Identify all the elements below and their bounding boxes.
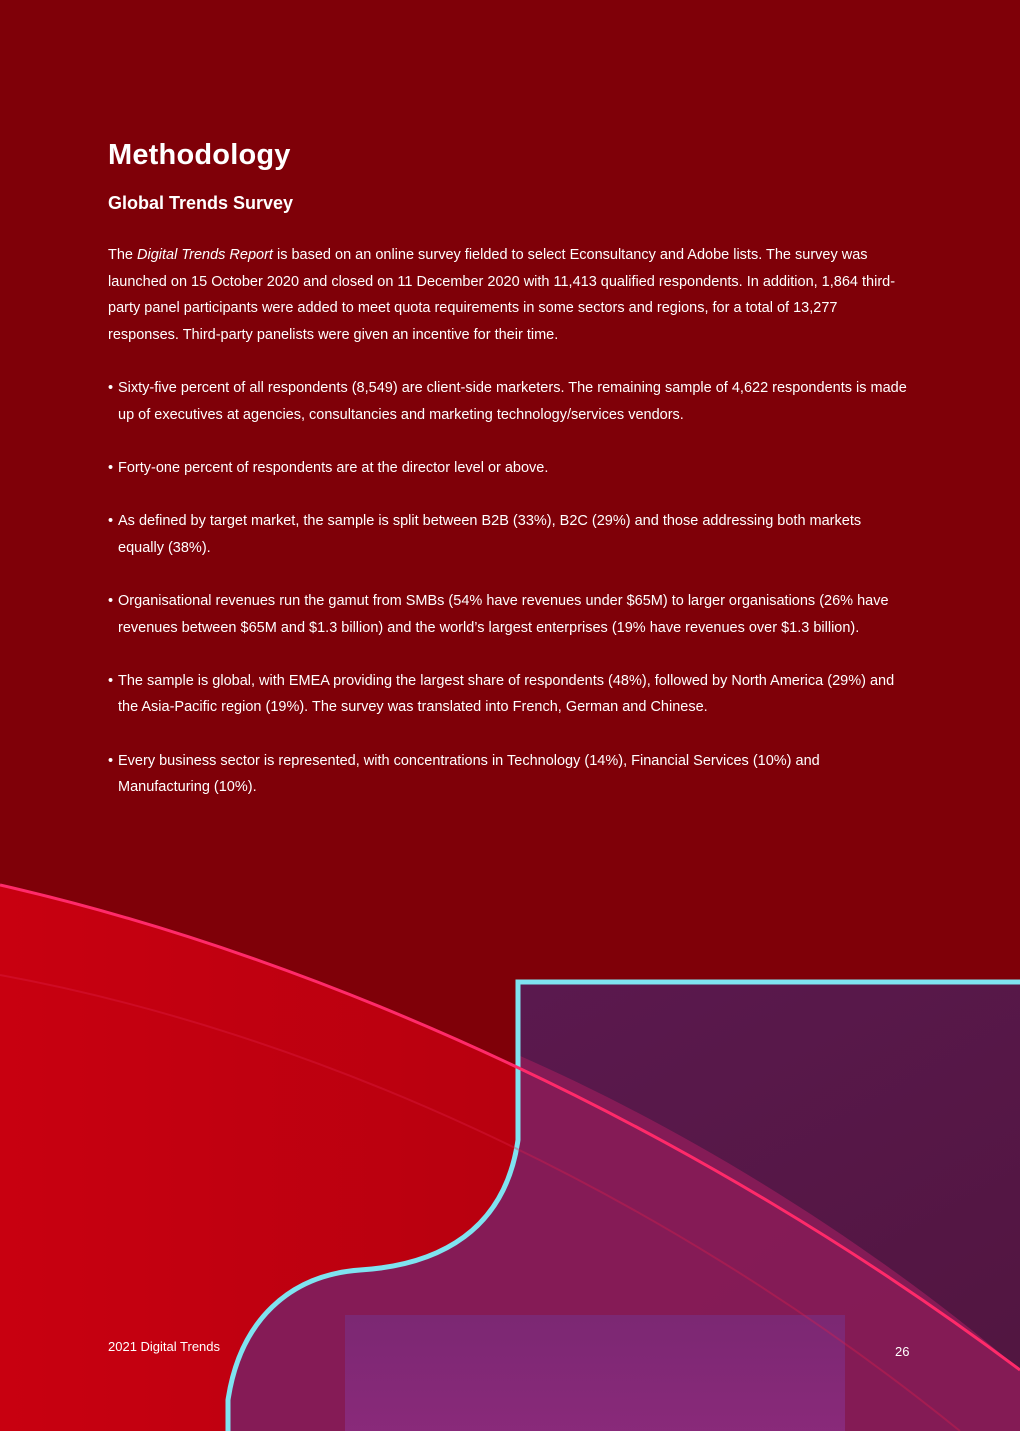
bullet-text: Every business sector is represented, with concentrations in Technology (14%), Financial Services (10%) and Manufacturing (10%).	[118, 752, 820, 796]
footer-doc-title: 2021 Digital Trends	[108, 1339, 221, 1354]
bullet-item	[108, 748, 908, 801]
bullet-list	[108, 375, 908, 801]
bullet-dot: •	[108, 379, 114, 396]
bullet-item	[108, 508, 908, 561]
bullet-dot: •	[108, 512, 114, 529]
bullet-dot: •	[108, 752, 114, 769]
bullet-dot: •	[108, 459, 114, 476]
intro-prefix: The	[108, 247, 138, 263]
report-name: Digital Trends Report	[137, 247, 273, 263]
bullet-dot: •	[108, 672, 114, 689]
bullet-item	[108, 588, 908, 641]
page-title: Methodology	[108, 139, 291, 171]
bullet-text: As defined by target market, the sample is split between B2B (33%), B2C (29%) and those addressing both markets equally (38%).	[118, 512, 862, 556]
intro-text: is based on an online survey fielded to select Econsultancy and Adobe lists. The survey was launched on 15 October 2020 and closed on 11 December 2020 with 11,413 qualified respondents. In addition, 1,864 third-party panel participants were added to meet quota requirements in some sectors and regions, for a total of 13,277 responses. Third-party panelists were given an incentive for their time.	[108, 247, 896, 344]
page-number: 26	[895, 1344, 910, 1359]
bullet-text: Forty-one percent of respondents are at the director level or above.	[118, 459, 549, 476]
main-content	[108, 138, 908, 828]
bullet-item	[108, 455, 908, 482]
bullet-text: Organisational revenues run the gamut from SMBs (54% have revenues under $65M) to larger organisations (26% have revenues between $65M and $1.3 billion) and the world’s largest enterprises (19% have revenues over $1.3 billion).	[118, 592, 889, 636]
bullet-text: The sample is global, with EMEA providing the largest share of respondents (48%), followed by North America (29%) and the Asia-Pacific region (19%). The survey was translated into French, German and Chinese.	[118, 672, 895, 716]
bullet-text: Sixty-five percent of all respondents (8,549) are client-side marketers. The remaining sample of 4,622 respondents is made up of executives at agencies, consultancies and marketing technology/services vendors.	[118, 379, 907, 423]
inner-glow-block	[345, 1315, 845, 1431]
section-subtitle: Global Trends Survey	[108, 193, 294, 213]
bullet-item	[108, 668, 908, 721]
intro-paragraph	[108, 242, 908, 349]
bullet-item	[108, 375, 908, 428]
bullet-dot: •	[108, 592, 114, 609]
